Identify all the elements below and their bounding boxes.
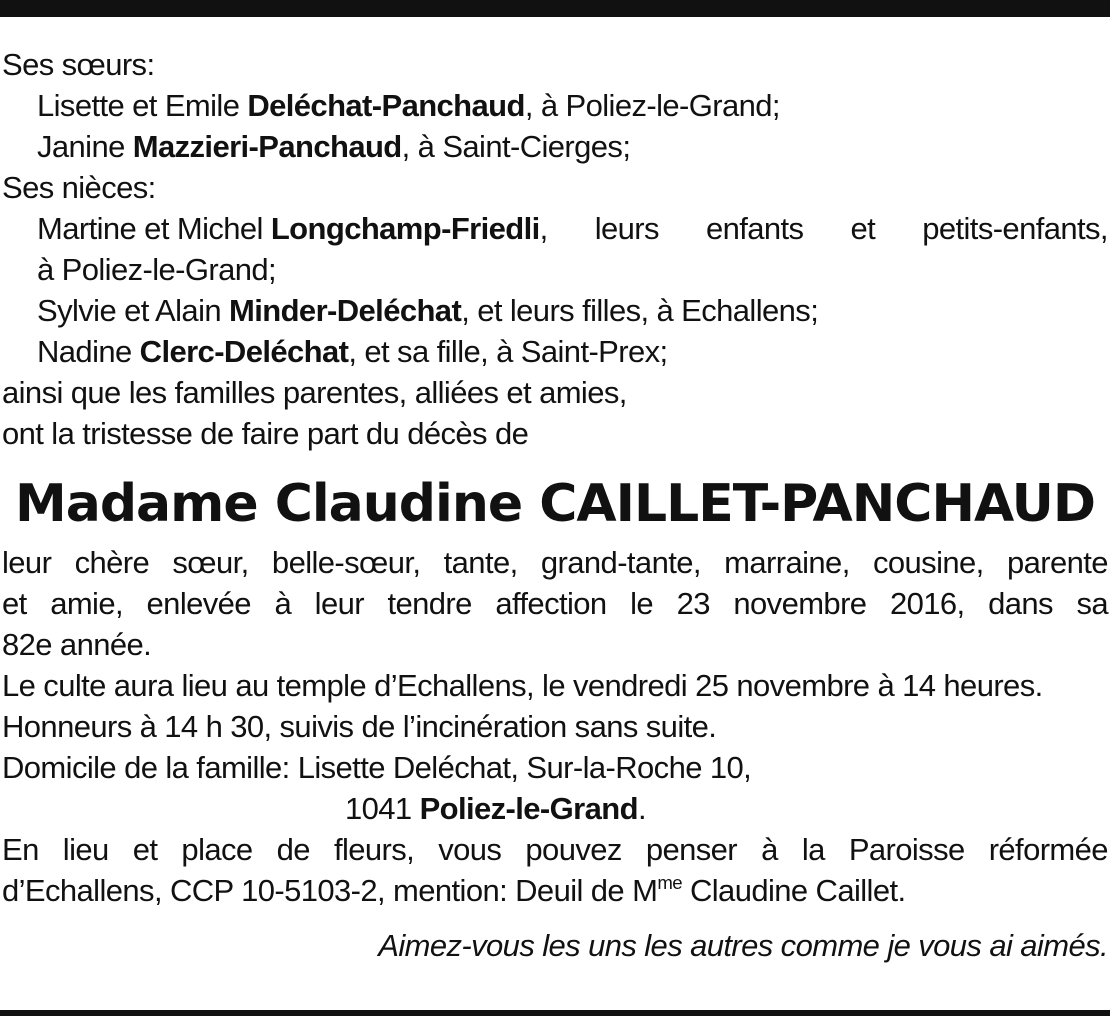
niece-entry [2,331,1108,372]
entry-pre: Lisette et Emile [37,88,248,123]
entry-head [37,208,548,249]
family-name: Clerc-Deléchat [139,334,349,369]
announce-line: ont la tristesse de faire part du décès de [2,416,529,451]
niece-entry [2,208,1108,249]
tribute-line: 82e année. [2,627,152,662]
tribute-word: chère [74,545,150,580]
tribute-word: sa [1076,586,1108,621]
domicile-line: Domicile de la famille: Lisette Deléchat, Sur-la-Roche 10, [2,750,752,785]
tribute-word: amie, [50,586,123,621]
entry-pre: Sylvie et Alain [37,293,230,328]
donation-text: d’Echallens, CCP 10-5103-2, mention: Deuil de M [2,873,658,908]
entry-post: , à Poliez-le-Grand; [524,88,780,123]
donation-word: penser [645,832,738,867]
tribute-word: tante, [443,545,518,580]
donation-word: place [181,832,253,867]
postcode: 1041 [345,791,420,826]
tribute-word: affection [495,586,607,621]
tribute-word: grand-tante, [540,545,701,580]
tribute-word: belle-sœur, [271,545,421,580]
sisters-heading: Ses sœurs: [2,47,155,82]
obituary-notice [2,44,1108,966]
service-line: Le culte aura lieu au temple d’Echallens, le vendredi 25 novembre à 14 heures. [2,668,1043,703]
donation-word: pouvez [525,832,622,867]
tribute-word: dans [988,586,1053,621]
nieces-heading: Ses nièces: [2,170,156,205]
donation-word: fleurs, [333,832,415,867]
tribute-word: et [2,586,27,621]
tribute-word: cousine, [873,545,984,580]
honours-line: Honneurs à 14 h 30, suivis de l’incinération sans suite. [2,709,717,744]
donation-word: lieu [62,832,109,867]
town-name: Poliez-le-Grand [419,791,638,826]
family-name: Mazzieri-Panchaud [132,129,402,164]
donation-line [2,829,1108,870]
tribute-word: leur [314,586,364,621]
family-name: Longchamp-Friedli [270,211,540,246]
tribute-line [2,542,1108,583]
tribute-word: 2016, [889,586,965,621]
donation-word: vous [438,832,502,867]
family-name: Minder-Deléchat [229,293,462,328]
donation-word: En [2,832,39,867]
donation-word: à [761,832,778,867]
domicile-address [2,788,1108,829]
closing-motto: Aimez-vous les uns les autres comme je vous ai aimés. [378,928,1108,963]
entry-word: petits-enfants, [922,211,1108,246]
tribute-word: marraine, [724,545,850,580]
niece-entry [2,290,1108,331]
tribute-word: enlevée [146,586,251,621]
donation-word: et [132,832,158,867]
tribute-word: parente [1006,545,1108,580]
family-name: Deléchat-Panchaud [247,88,525,123]
sister-entry [2,126,1108,167]
donation-word: la [801,832,825,867]
tribute-line [2,583,1108,624]
tribute-word: le [630,586,654,621]
town-end: . [637,791,646,826]
title-abbreviation: me [657,872,682,893]
entry-post: , à Saint-Cierges; [401,129,631,164]
entry-word: et [850,211,876,246]
entry-post: , et leurs filles, à Echallens; [461,293,819,328]
tribute-word: leur [2,545,52,580]
sister-entry [2,85,1108,126]
deceased-name: Madame Claudine CAILLET-PANCHAUD [14,474,1095,534]
families-line: ainsi que les familles parentes, alliées et amies, [2,375,627,410]
entry-pre: Janine [37,129,133,164]
entry-word: enfants [705,211,804,246]
tribute-word: à [274,586,292,621]
donation-text: Claudine Caillet. [681,873,906,908]
bottom-rule [0,1010,1110,1016]
niece-entry-continuation: à Poliez-le-Grand; [37,252,277,287]
tribute-word: 23 [676,586,710,621]
entry-pre: Martine et Michel [37,211,271,246]
entry-word: , [539,211,548,246]
tribute-word: novembre [733,586,867,621]
tribute-word: sœur, [172,545,249,580]
tribute-word: tendre [387,586,472,621]
entry-word: leurs [594,211,659,246]
top-rule [0,0,1110,17]
donation-word: Paroisse [848,832,965,867]
donation-line [2,870,1108,911]
entry-post: , et sa fille, à Saint-Prex; [348,334,668,369]
donation-word: réformée [988,832,1108,867]
entry-pre: Nadine [37,334,140,369]
donation-word: de [276,832,310,867]
